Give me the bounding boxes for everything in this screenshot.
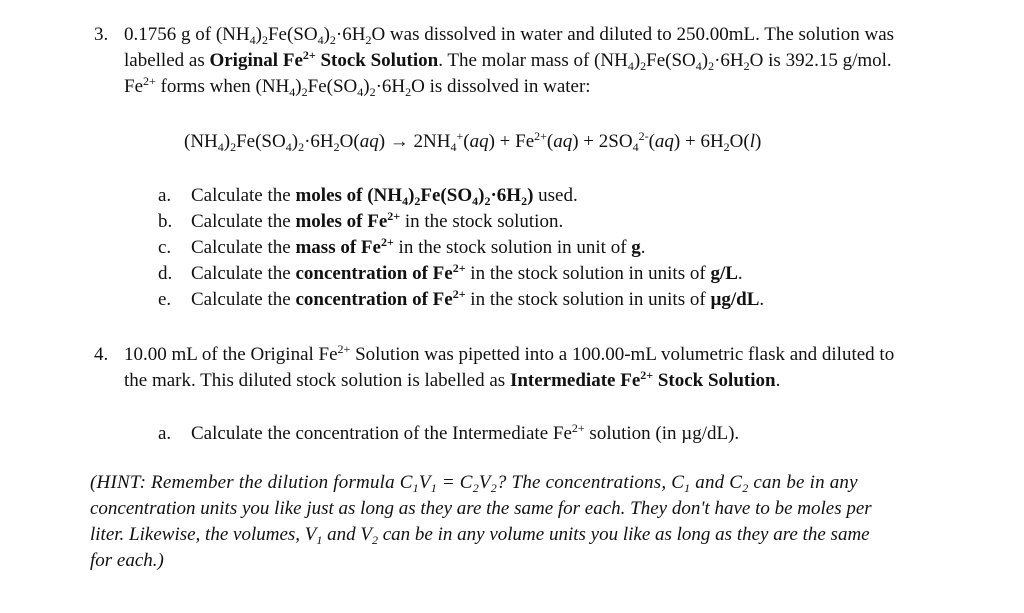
part-4a-letter: a. — [158, 423, 172, 444]
hint-line-4: for each.) — [90, 550, 164, 571]
part-3d-letter: d. — [158, 263, 173, 284]
hint-line-3: liter. Likewise, the volumes, $V_1$ and $V_2$ can be in any volume units you like as long as they are the same — [90, 524, 870, 547]
part-3d: Calculate the concentration of $Fe^{2+}$ in the stock solution in units of g/L. — [191, 261, 743, 284]
part-3c-letter: c. — [158, 237, 172, 258]
dissolution-equation: $(NH_4)_2Fe(SO_4)_2\cdot 6H_2O(aq) \to 2NH_4^+(aq) + Fe^{2+}(aq) + 2SO_4^{2-}(aq) + 6H_2O(l)$ — [184, 129, 762, 154]
part-3b-letter: b. — [158, 211, 173, 232]
question-4-number: 4. — [94, 344, 109, 365]
part-3c: Calculate the mass of $Fe^{2+}$ in the stock solution in unit of g. — [191, 235, 646, 258]
hint-line-2: concentration units you like just as long as they are the same for each. They don't have to be moles per — [90, 498, 872, 519]
q3-line-2: labelled as Original $Fe^{2+}$ Stock Solution. The molar mass of $(NH_4)_2Fe(SO_4)_2\cdot 6H_2O$ is 392.15 g/mol. — [124, 48, 892, 73]
q4-line-2: the mark. This diluted stock solution is labelled as Intermediate $Fe^{2+}$ Stock Solution. — [124, 368, 781, 391]
part-3e-letter: e. — [158, 289, 172, 310]
part-3a-letter: a. — [158, 185, 172, 206]
part-3e: Calculate the concentration of $Fe^{2+}$ in the stock solution in units of µg/dL. — [191, 287, 765, 310]
hint-line-1: (HINT: Remember the dilution formula $C_1V_1 = C_2V_2$? The concentrations, $C_1$ and $C_2$ can be in any — [90, 472, 858, 495]
q3-line-1: 0.1756 g of $(NH_4)_2Fe(SO_4)_2\cdot 6H_2O$ was dissolved in water and diluted to 250.00mL. The solution was — [124, 24, 895, 47]
part-3b: Calculate the moles of $Fe^{2+}$ in the stock solution. — [191, 209, 564, 232]
question-3-number: 3. — [94, 24, 109, 45]
q3-line-3: $Fe^{2+}$ forms when $(NH_4)_2Fe(SO_4)_2\cdot 6H_2O$ is dissolved in water: — [124, 74, 591, 99]
part-3a: Calculate the moles of $(NH_4)_2Fe(SO_4)_2\cdot 6H_2$) used. — [191, 185, 578, 208]
q4-line-1: 10.00 mL of the Original $Fe^{2+}$ Solution was pipetted into a 100.00-mL volumetric flask and diluted to — [124, 342, 895, 365]
part-4a: Calculate the concentration of the Intermediate $Fe^{2+}$ solution (in µg/dL). — [191, 421, 740, 444]
